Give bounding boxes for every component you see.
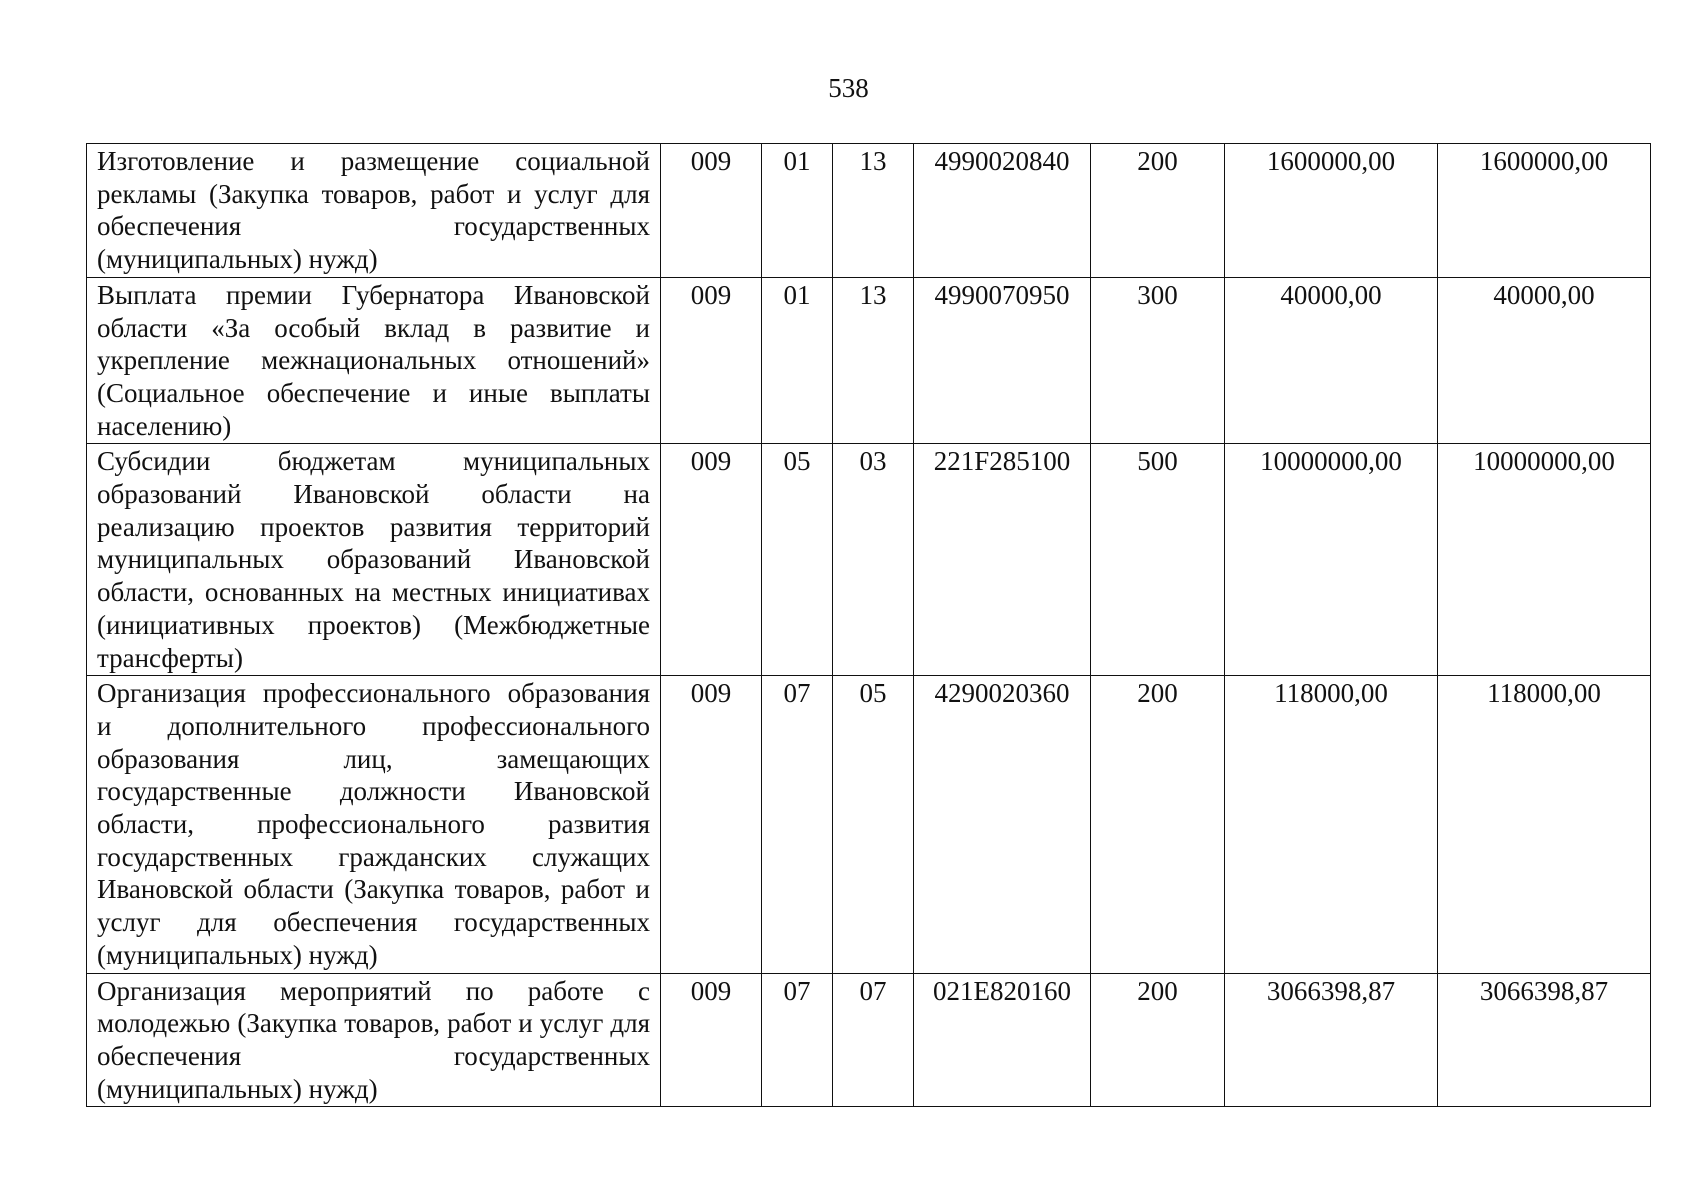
table-row — [87, 676, 1651, 973]
subsection-code: 13 — [833, 277, 914, 444]
expense-type-code: 200 — [1091, 144, 1225, 278]
budget-table — [86, 143, 1651, 1107]
section-code: 07 — [762, 676, 833, 973]
amount-second: 118000,00 — [1438, 676, 1651, 973]
amount-first: 1600000,00 — [1225, 144, 1438, 278]
target-article-code: 4990020840 — [914, 144, 1091, 278]
ministry-code: 009 — [661, 676, 762, 973]
section-code: 07 — [762, 973, 833, 1107]
row-description: Субсидии бюджетам муниципальных образований Ивановской области на реализацию проектов развития территорий муниципальных образований Ивановской области, основанных на местных инициативах (инициативных проектов) (Межбюджетные трансферты) — [87, 444, 661, 676]
target-article-code: 4990070950 — [914, 277, 1091, 444]
expense-type-code: 200 — [1091, 676, 1225, 973]
amount-second: 40000,00 — [1438, 277, 1651, 444]
table-row — [87, 144, 1651, 278]
ministry-code: 009 — [661, 277, 762, 444]
amount-second: 10000000,00 — [1438, 444, 1651, 676]
table-row — [87, 973, 1651, 1107]
table-row — [87, 444, 1651, 676]
subsection-code: 07 — [833, 973, 914, 1107]
target-article-code: 4290020360 — [914, 676, 1091, 973]
row-description: Изготовление и размещение социальной рекламы (Закупка товаров, работ и услуг для обеспечения государственных (муниципальных) нужд) — [87, 144, 661, 278]
amount-second: 1600000,00 — [1438, 144, 1651, 278]
amount-first: 10000000,00 — [1225, 444, 1438, 676]
expense-type-code: 500 — [1091, 444, 1225, 676]
expense-type-code: 200 — [1091, 973, 1225, 1107]
amount-first: 118000,00 — [1225, 676, 1438, 973]
target-article-code: 221F285100 — [914, 444, 1091, 676]
ministry-code: 009 — [661, 144, 762, 278]
subsection-code: 13 — [833, 144, 914, 278]
amount-second: 3066398,87 — [1438, 973, 1651, 1107]
page-number: 538 — [828, 73, 869, 103]
ministry-code: 009 — [661, 444, 762, 676]
section-code: 05 — [762, 444, 833, 676]
row-description: Выплата премии Губернатора Ивановской области «За особый вклад в развитие и укрепление межнациональных отношений» (Социальное обеспечение и иные выплаты населению) — [87, 277, 661, 444]
subsection-code: 05 — [833, 676, 914, 973]
ministry-code: 009 — [661, 973, 762, 1107]
subsection-code: 03 — [833, 444, 914, 676]
section-code: 01 — [762, 277, 833, 444]
amount-first: 40000,00 — [1225, 277, 1438, 444]
row-description: Организация мероприятий по работе с молодежью (Закупка товаров, работ и услуг для обеспечения государственных (муниципальных) нужд) — [87, 973, 661, 1107]
table-row — [87, 277, 1651, 444]
row-description: Организация профессионального образования и дополнительного профессионального образования лиц, замещающих государственные должности Ивановской области, профессионального развития государственных гражданских служащих Ивановской области (Закупка товаров, работ и услуг для обеспечения государственных (муниципальных) нужд) — [87, 676, 661, 973]
section-code: 01 — [762, 144, 833, 278]
expense-type-code: 300 — [1091, 277, 1225, 444]
amount-first: 3066398,87 — [1225, 973, 1438, 1107]
target-article-code: 021E820160 — [914, 973, 1091, 1107]
